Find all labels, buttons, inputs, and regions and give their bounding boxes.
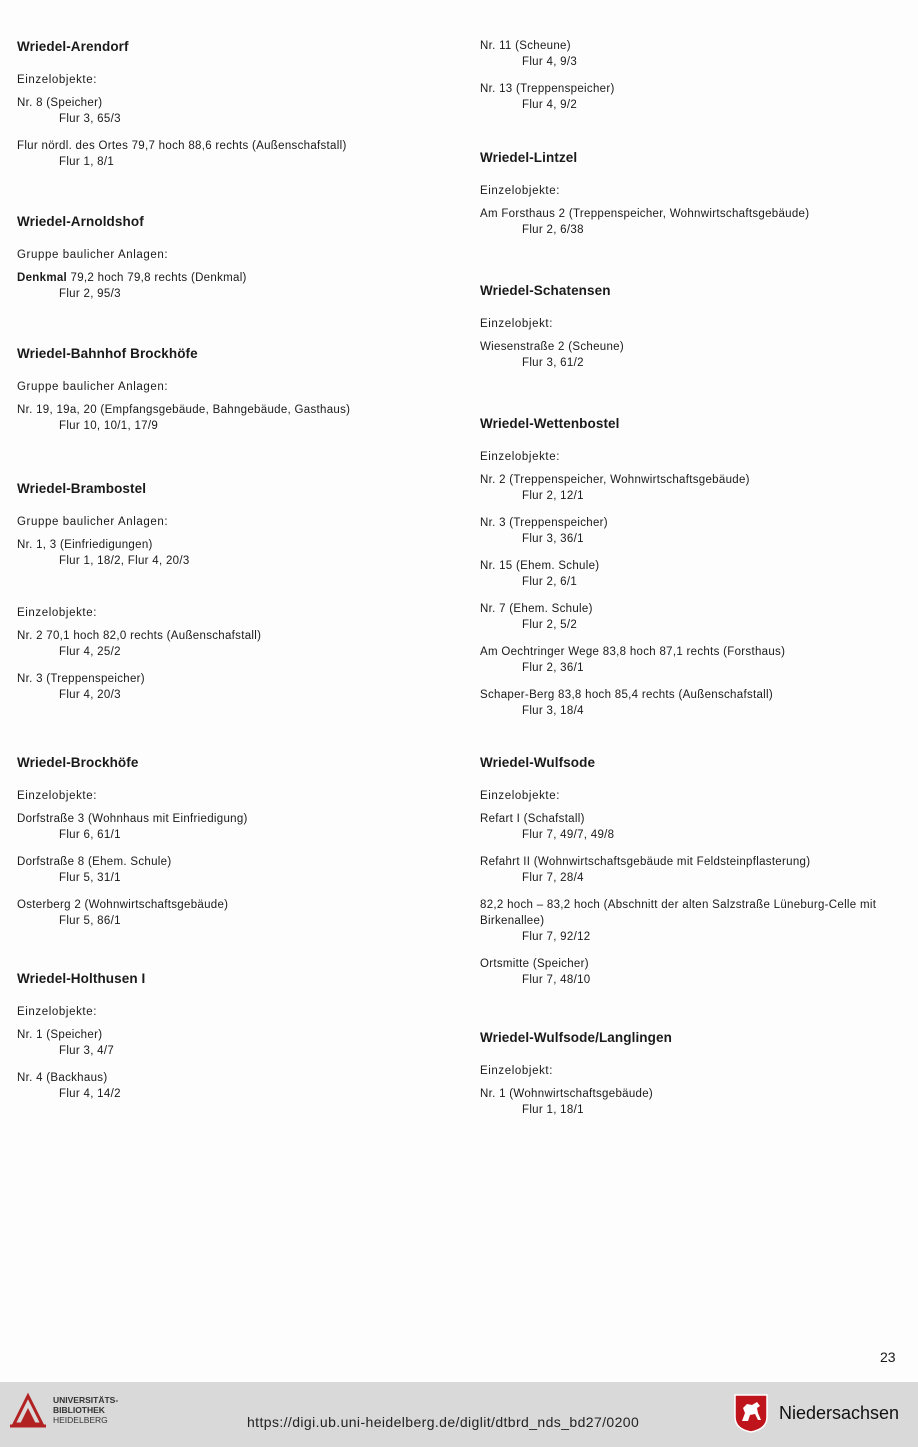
section-title: Wriedel-Arnoldshof <box>17 214 144 229</box>
list-item: Osterberg 2 (Wohnwirtschaftsgebäude) Flur 5, 86/1 <box>17 899 229 927</box>
list-item: Nr. 3 (Treppenspeicher) Flur 3, 36/1 <box>480 517 608 545</box>
section-title: Wriedel-Lintzel <box>480 150 578 165</box>
section-holthusen <box>17 971 457 1102</box>
object-kind: Einzelobjekte: <box>480 451 560 463</box>
section-continued <box>480 38 900 113</box>
list-item: Nr. 4 (Backhaus) Flur 4, 14/2 <box>17 1072 121 1100</box>
state-name: Niedersachsen <box>779 1403 900 1423</box>
list-item: Schaper-Berg 83,8 hoch 85,4 rechts (Außenschafstall) Flur 3, 18/4 <box>480 689 774 717</box>
list-item: Nr. 3 (Treppenspeicher) Flur 4, 20/3 <box>17 673 145 701</box>
list-item: Dorfstraße 3 (Wohnhaus mit Einfriedigung) Flur 6, 61/1 <box>17 813 248 841</box>
section-title: Wriedel-Bahnhof Brockhöfe <box>17 346 198 361</box>
list-item: Nr. 1, 3 (Einfriedigungen) Flur 1, 18/2, Flur 4, 20/3 <box>17 539 190 567</box>
object-kind: Einzelobjekte: <box>17 607 97 619</box>
list-item: Ortsmitte (Speicher) Flur 7, 48/10 <box>480 958 591 986</box>
list-item: Nr. 7 (Ehem. Schule) Flur 2, 5/2 <box>480 603 593 631</box>
section-brambostel <box>17 481 457 703</box>
section-title: Wriedel-Wettenbostel <box>480 416 620 431</box>
section-arendorf <box>17 39 457 170</box>
object-kind: Einzelobjekte: <box>480 185 560 197</box>
list-item: Am Forsthaus 2 (Treppenspeicher, Wohnwirtschaftsgebäude) Flur 2, 6/38 <box>480 208 810 236</box>
section-arnoldshof <box>17 214 457 302</box>
section-lintzel <box>480 150 900 238</box>
section-title: Wriedel-Brambostel <box>17 481 147 496</box>
page-number: 23 <box>880 1349 896 1365</box>
list-item: Wiesenstraße 2 (Scheune) Flur 3, 61/2 <box>480 341 624 369</box>
object-kind: Einzelobjekte: <box>17 74 97 86</box>
list-item: Refart I (Schafstall) Flur 7, 49/7, 49/8 <box>480 813 615 841</box>
section-title: Wriedel-Wulfsode/Langlingen <box>480 1030 672 1045</box>
object-kind: Einzelobjekt: <box>480 1065 554 1077</box>
list-item: Nr. 11 (Scheune) Flur 4, 9/3 <box>480 40 578 68</box>
list-item: Nr. 8 (Speicher) Flur 3, 65/3 <box>17 97 121 125</box>
object-kind: Einzelobjekte: <box>480 790 560 802</box>
list-item: Nr. 2 (Treppenspeicher, Wohnwirtschaftsgebäude) Flur 2, 12/1 <box>480 474 750 502</box>
object-kind: Einzelobjekte: <box>17 790 97 802</box>
section-title: Wriedel-Brockhöfe <box>17 755 139 770</box>
section-title: Wriedel-Holthusen I <box>17 971 146 986</box>
object-kind: Gruppe baulicher Anlagen: <box>17 249 169 261</box>
object-kind: Einzelobjekte: <box>17 1006 97 1018</box>
object-kind: Gruppe baulicher Anlagen: <box>17 516 169 528</box>
source-url[interactable]: https://digi.ub.uni-heidelberg.de/diglit/dtbrd_nds_bd27/0200 <box>247 1414 640 1430</box>
section-brockhoefe <box>17 755 457 929</box>
list-item: Dorfstraße 8 (Ehem. Schule) Flur 5, 31/1 <box>17 856 172 884</box>
library-name: UNIVERSITÄTS- BIBLIOTHEK HEIDELBERG <box>53 1395 119 1425</box>
list-item: Nr. 15 (Ehem. Schule) Flur 2, 6/1 <box>480 560 600 588</box>
library-logo-icon <box>8 1390 48 1430</box>
object-kind: Gruppe baulicher Anlagen: <box>17 381 169 393</box>
section-wulfsode <box>480 755 900 988</box>
list-item: Denkmal 79,2 hoch 79,8 rechts (Denkmal) Flur 2, 95/3 <box>17 272 247 300</box>
list-item: Am Oechtringer Wege 83,8 hoch 87,1 rechts (Forsthaus) Flur 2, 36/1 <box>480 646 786 674</box>
section-title: Wriedel-Arendorf <box>17 39 129 54</box>
list-item: Refahrt II (Wohnwirtschaftsgebäude mit Feldsteinpflasterung) Flur 7, 28/4 <box>480 856 811 884</box>
list-item: Nr. 1 (Wohnwirtschaftsgebäude) Flur 1, 18/1 <box>480 1088 654 1116</box>
section-title: Wriedel-Wulfsode <box>480 755 596 770</box>
section-bahnhof-brockhoefe <box>17 346 457 434</box>
list-item: Nr. 1 (Speicher) Flur 3, 4/7 <box>17 1029 115 1057</box>
list-item: Nr. 2 70,1 hoch 82,0 rechts (Außenschafstall) Flur 4, 25/2 <box>17 630 262 658</box>
section-title: Wriedel-Schatensen <box>480 283 611 298</box>
list-item: Nr. 13 (Treppenspeicher) Flur 4, 9/2 <box>480 83 615 111</box>
footer-bar <box>0 1382 918 1447</box>
section-wettenbostel <box>480 416 900 719</box>
list-item: Flur nördl. des Ortes 79,7 hoch 88,6 rechts (Außenschafstall) Flur 1, 8/1 <box>17 140 347 168</box>
lower-saxony-horse-icon <box>733 1393 769 1433</box>
section-wulfsode-langlingen <box>480 1030 900 1118</box>
object-kind: Einzelobjekt: <box>480 318 554 330</box>
list-item: Nr. 19, 19a, 20 (Empfangsgebäude, Bahngebäude, Gasthaus) Flur 10, 10/1, 17/9 <box>17 404 351 432</box>
section-schatensen <box>480 283 900 371</box>
list-item: 82,2 hoch – 83,2 hoch (Abschnitt der alten Salzstraße Lüneburg-Celle mit Birkenallee) Flur 7, 92/12 <box>480 899 877 943</box>
